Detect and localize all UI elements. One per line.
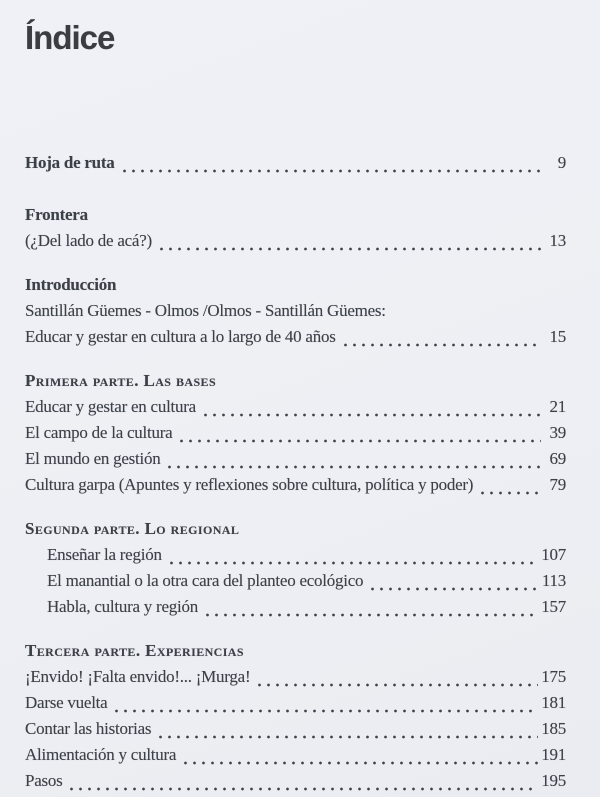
toc-entry-label: Alimentación y cultura — [25, 745, 177, 764]
dot-leader — [177, 436, 541, 446]
toc-group-primera-parte — [25, 368, 566, 498]
dot-leader — [165, 462, 541, 472]
toc-entry — [25, 272, 566, 298]
toc-entry-page-number: 69 — [549, 449, 566, 468]
toc-entry — [25, 298, 566, 324]
toc-entry-label: Contar las historias — [25, 719, 152, 738]
toc-entry-label: ¡Envido! ¡Falta envido!... ¡Murga! — [25, 667, 251, 686]
toc-group-introduccion — [25, 272, 566, 350]
toc-group-tercera-parte — [25, 638, 566, 794]
toc-entry-page-number: 15 — [549, 327, 566, 346]
toc-group-segunda-parte — [25, 516, 566, 620]
dot-leader — [120, 166, 541, 176]
toc-entry-label: Enseñar la región — [47, 545, 162, 564]
toc-part-heading — [25, 516, 566, 542]
toc-part-heading — [25, 368, 566, 394]
toc-entry-label: Cultura garpa (Apuntes y reflexiones sobre cultura, política y poder) — [25, 475, 474, 494]
toc-entry-label: El mundo en gestión — [25, 449, 161, 468]
toc-entry-label: Darse vuelta — [25, 693, 108, 712]
toc-entry — [25, 568, 566, 594]
dot-leader — [368, 584, 539, 594]
toc-entry — [25, 716, 566, 742]
toc-entry-page-number: 181 — [541, 693, 566, 712]
toc-entry — [25, 446, 566, 472]
dot-leader — [478, 488, 541, 498]
toc-part-heading-label: Primera parte. Las bases — [25, 371, 217, 390]
toc-entry — [25, 768, 566, 794]
toc-entry — [25, 472, 566, 498]
toc-entry — [25, 202, 566, 228]
toc-entry-page-number: 39 — [549, 423, 566, 442]
toc-entry — [25, 228, 566, 254]
dot-leader — [167, 558, 539, 568]
toc-entry-label: Habla, cultura y región — [47, 597, 198, 616]
toc-entry — [25, 394, 566, 420]
toc-part-heading — [25, 638, 566, 664]
toc-group-hoja-de-ruta — [25, 150, 566, 176]
dot-leader — [67, 784, 538, 794]
toc-entry-label: Frontera — [25, 205, 88, 224]
dot-leader — [255, 680, 538, 690]
toc-part-heading-label: Segunda parte. Lo regional — [25, 519, 240, 538]
page-title: Índice — [25, 19, 115, 56]
toc-entry — [25, 542, 566, 568]
toc-entry-page-number: 107 — [541, 545, 566, 564]
toc-entry-page-number: 195 — [541, 771, 566, 790]
toc-entry-label: El manantial o la otra cara del planteo ecológico — [47, 571, 364, 590]
toc-entry-label: El campo de la cultura — [25, 423, 173, 442]
toc-entry — [25, 742, 566, 768]
toc-entry-page-number: 9 — [557, 153, 566, 172]
dot-leader — [341, 340, 541, 350]
dot-leader — [203, 610, 538, 620]
toc-entry — [25, 664, 566, 690]
toc-entry-label: Educar y gestar en cultura — [25, 397, 196, 416]
toc-entry — [25, 420, 566, 446]
toc-entry-label: Introducción — [25, 275, 117, 294]
toc-entry-label: Santillán Güemes - Olmos /Olmos - Santillán Güemes: — [25, 301, 386, 320]
toc-entry-page-number: 175 — [541, 667, 566, 686]
dot-leader — [112, 706, 538, 716]
toc-entry-label: (¿Del lado de acá?) — [25, 231, 152, 250]
toc-entry-page-number: 13 — [549, 231, 566, 250]
toc-entry-label: Educar y gestar en cultura a lo largo de 40 años — [25, 327, 336, 346]
toc-entry-page-number: 113 — [541, 571, 566, 590]
dot-leader — [181, 758, 538, 768]
toc-entry — [25, 594, 566, 620]
toc-entry-page-number: 191 — [541, 745, 566, 764]
toc-entry-label: Hoja de ruta — [25, 153, 115, 172]
dot-leader — [201, 410, 541, 420]
toc-part-heading-label: Tercera parte. Experiencias — [25, 641, 244, 660]
dot-leader — [157, 244, 541, 254]
toc-entry — [25, 690, 566, 716]
toc-entry-label: Pasos — [25, 771, 63, 790]
toc-entry-page-number: 21 — [549, 397, 566, 416]
toc-entry — [25, 324, 566, 350]
toc-entry-page-number: 185 — [541, 719, 566, 738]
toc-entry-page-number: 157 — [541, 597, 566, 616]
toc-entry — [25, 150, 566, 176]
toc-group-frontera — [25, 202, 566, 254]
toc-entry-page-number: 79 — [549, 475, 566, 494]
dot-leader — [156, 732, 538, 742]
